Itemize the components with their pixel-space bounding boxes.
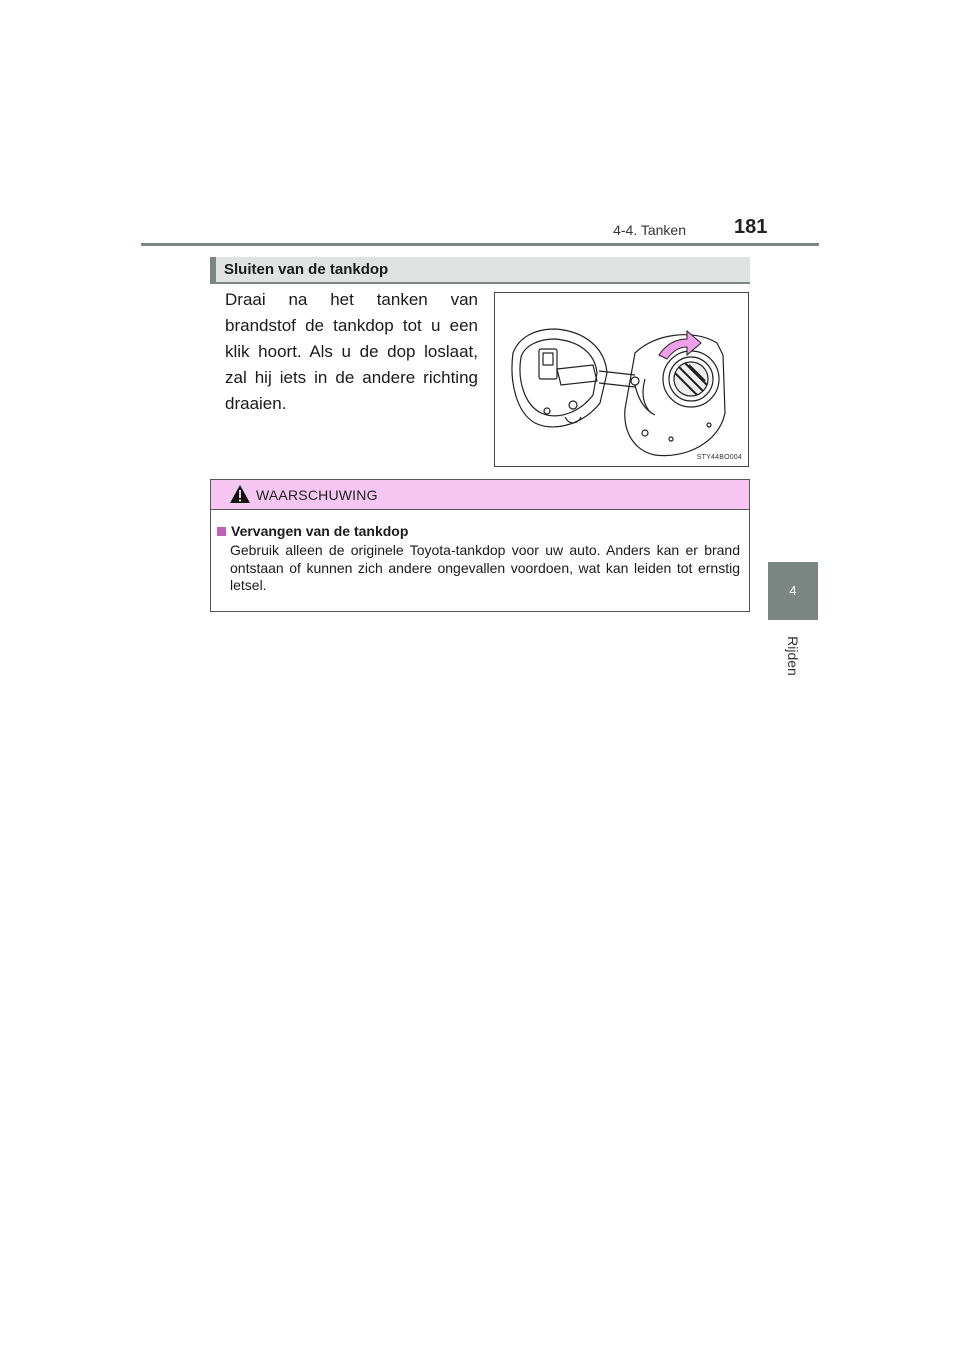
warning-label: WAARSCHUWING — [256, 487, 378, 503]
warning-triangle-icon — [229, 484, 251, 504]
section-body-text: Draai na het tanken van brandstof de tankdop tot u een klik hoort. Als u de dop loslaat, zal hij iets in de andere richting draaien. — [225, 290, 478, 413]
warning-box — [210, 479, 750, 612]
chapter-tab[interactable]: 4 — [768, 562, 818, 620]
bullet-square-icon — [217, 527, 226, 536]
figure-code: STY44BO004 — [696, 454, 742, 461]
page-number: 181 — [734, 216, 768, 238]
warning-item-text: Gebruik alleen de originele Toyota-tankdop voor uw auto. Anders kan er brand ontstaan of kunnen zich andere ongevallen voordoen, wat kan leiden tot ernstig letsel. — [230, 542, 740, 593]
warning-header — [211, 480, 749, 510]
header-section-title: 4-4. Tanken — [613, 222, 686, 238]
warning-item-title-text: Vervangen van de tankdop — [231, 523, 409, 539]
warning-item-title — [217, 523, 408, 539]
fuel-cap-illustration — [494, 292, 749, 467]
section-title: Sluiten van de tankdop — [224, 261, 389, 278]
chapter-title: Rijden — [785, 636, 801, 676]
section-heading — [210, 257, 750, 284]
header-rule — [141, 243, 819, 246]
fuel-cap-drawing — [495, 293, 748, 466]
section-heading-bar — [210, 257, 216, 282]
chapter-label — [760, 632, 826, 676]
